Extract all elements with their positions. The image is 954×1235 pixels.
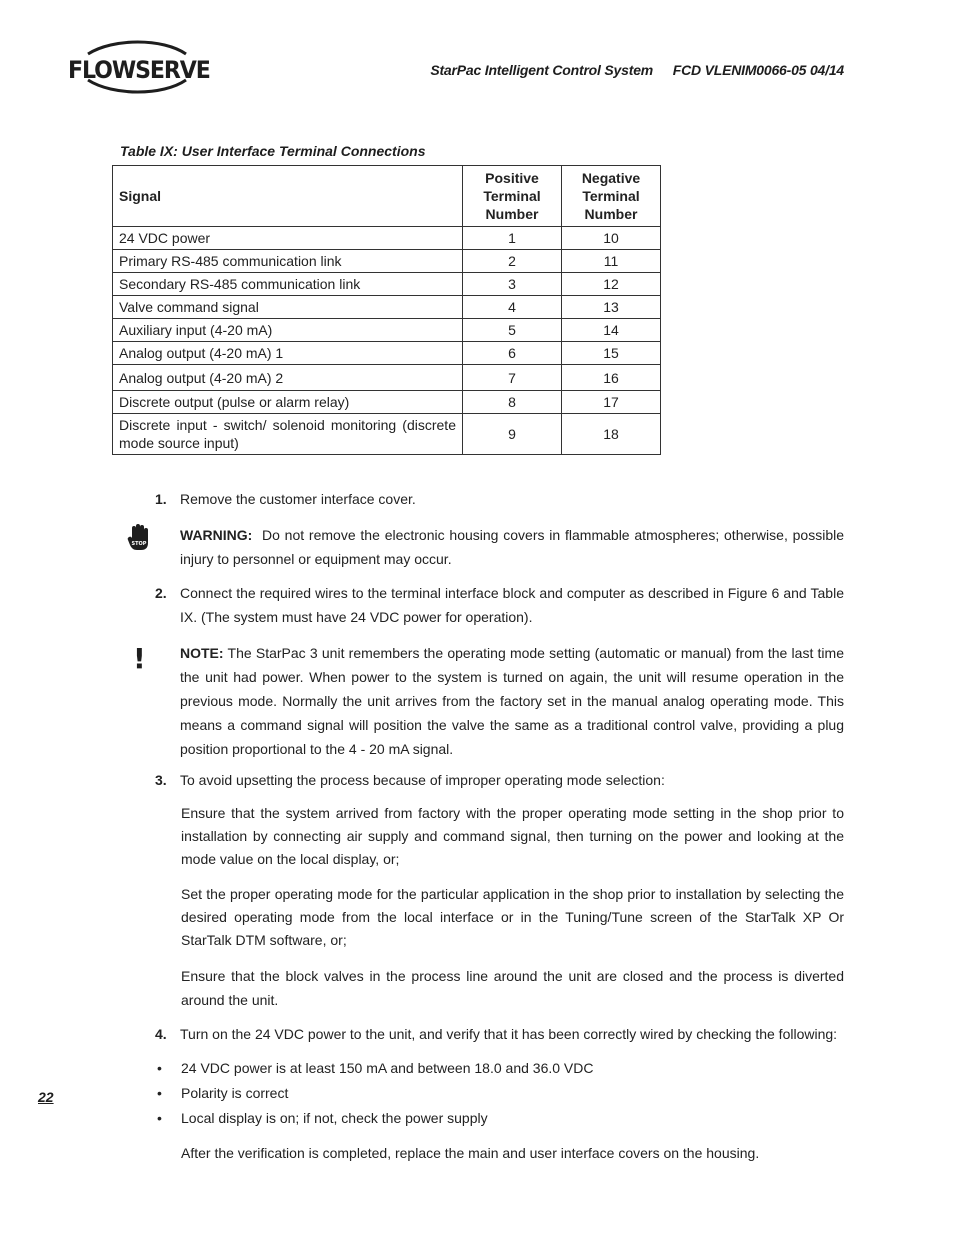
flowserve-logo [68,40,208,96]
step-1-text: Remove the customer interface cover. [180,491,416,507]
step-3-paragraph: Ensure that the system arrived from factory with the proper operating mode setting in the shop prior to installation by connecting air supply and command signal, then turning on the power and looking at the mode value on the local display, or; [181,805,844,867]
column-header-negative: Negative Terminal Number [562,166,661,227]
negative-cell: 14 [562,319,661,342]
warning-paragraph [180,523,844,571]
signal-cell: Auxiliary input (4-20 mA) [113,319,463,342]
note-paragraph [180,641,844,761]
positive-cell: 6 [463,342,562,365]
table-row [113,414,661,455]
positive-cell: 3 [463,273,562,296]
bullet-item: Polarity is correct [181,1085,289,1101]
positive-cell: 2 [463,250,562,273]
column-header-signal: Signal [113,166,463,227]
stop-hand-icon [127,523,151,553]
positive-cell: 5 [463,319,562,342]
document-header [430,62,844,78]
signal-cell: Primary RS-485 communication link [113,250,463,273]
signal-cell: Analog output (4-20 mA) 2 [113,365,463,391]
bullet-item: Local display is on; if not, check the power supply [181,1110,488,1126]
step-2-text: Connect the required wires to the terminal interface block and computer as described in Figure 6 and Table IX. (The system must have 24 VDC power for operation). [180,585,844,625]
step-4-number: 4. [155,1026,167,1042]
step-3-paragraph: Set the proper operating mode for the particular application in the shop prior to installation by selecting the desired operating mode from the local interface or in the Tuning/Tune screen of the StarTalk XP Or StarTalk DTM software, or; [181,886,844,948]
table-row [113,391,661,414]
step-2-number: 2. [155,585,167,601]
table-row [113,273,661,296]
table-row [113,319,661,342]
terminal-connections-table [112,165,661,455]
step-3-text: To avoid upsetting the process because of improper operating mode selection: [180,772,665,788]
table-caption: Table IX: User Interface Terminal Connections [120,143,426,159]
bullet-marker: • [157,1060,162,1076]
negative-cell: 16 [562,365,661,391]
note-label: NOTE: [180,645,224,661]
table-header-row [113,166,661,227]
column-header-positive: Positive Terminal Number [463,166,562,227]
signal-cell: Secondary RS-485 communication link [113,273,463,296]
positive-cell: 9 [463,414,562,455]
negative-cell: 18 [562,414,661,455]
document-code: FCD VLENIM0066-05 04/14 [672,62,844,78]
logo-text: FLOWSERVE [68,56,210,84]
signal-cell: Discrete input - switch/ solenoid monitoring (discrete mode source input) [113,414,463,455]
negative-cell: 10 [562,227,661,250]
step-3-paragraph: Ensure that the block valves in the process line around the unit are closed and the process is diverted around the unit. [181,968,844,1008]
closing-paragraph: After the verification is completed, replace the main and user interface covers on the housing. [181,1145,760,1161]
bullet-marker: • [157,1110,162,1126]
stop-icon-label: STOP [131,541,147,547]
page-number: 22 [38,1089,54,1105]
step-1-number: 1. [155,491,167,507]
bullet-item: 24 VDC power is at least 150 mA and between 18.0 and 36.0 VDC [181,1060,594,1076]
exclamation-icon: ! [133,642,146,675]
positive-cell: 4 [463,296,562,319]
positive-cell: 1 [463,227,562,250]
negative-cell: 15 [562,342,661,365]
table-row [113,296,661,319]
warning-text: Do not remove the electronic housing covers in flammable atmospheres; otherwise, possible injury to personnel or equipment may occur. [180,527,845,567]
product-name: StarPac Intelligent Control System [430,62,654,78]
signal-cell: 24 VDC power [113,227,463,250]
table-row [113,227,661,250]
negative-cell: 11 [562,250,661,273]
table-row [113,365,661,391]
table-row [113,342,661,365]
signal-cell: Discrete output (pulse or alarm relay) [113,391,463,414]
warning-label: WARNING: [180,527,253,543]
negative-cell: 12 [562,273,661,296]
positive-cell: 8 [463,391,562,414]
step-3-number: 3. [155,772,167,788]
signal-cell: Analog output (4-20 mA) 1 [113,342,463,365]
step-4-text: Turn on the 24 VDC power to the unit, and verify that it has been correctly wired by checking the following: [180,1026,838,1042]
negative-cell: 17 [562,391,661,414]
signal-cell: Valve command signal [113,296,463,319]
bullet-marker: • [157,1085,162,1101]
negative-cell: 13 [562,296,661,319]
table-row [113,250,661,273]
positive-cell: 7 [463,365,562,391]
note-text: The StarPac 3 unit remembers the operating mode setting (automatic or manual) from the last time the unit had power. When power to the system is turned on again, the unit will resume operation in the previous mode. Normally the unit arrives from the factory set in the manual analog operating mode. This means a command signal will position the valve the same as a traditional control valve, providing a plug position proportional to the 4 - 20 mA signal. [180,645,844,757]
